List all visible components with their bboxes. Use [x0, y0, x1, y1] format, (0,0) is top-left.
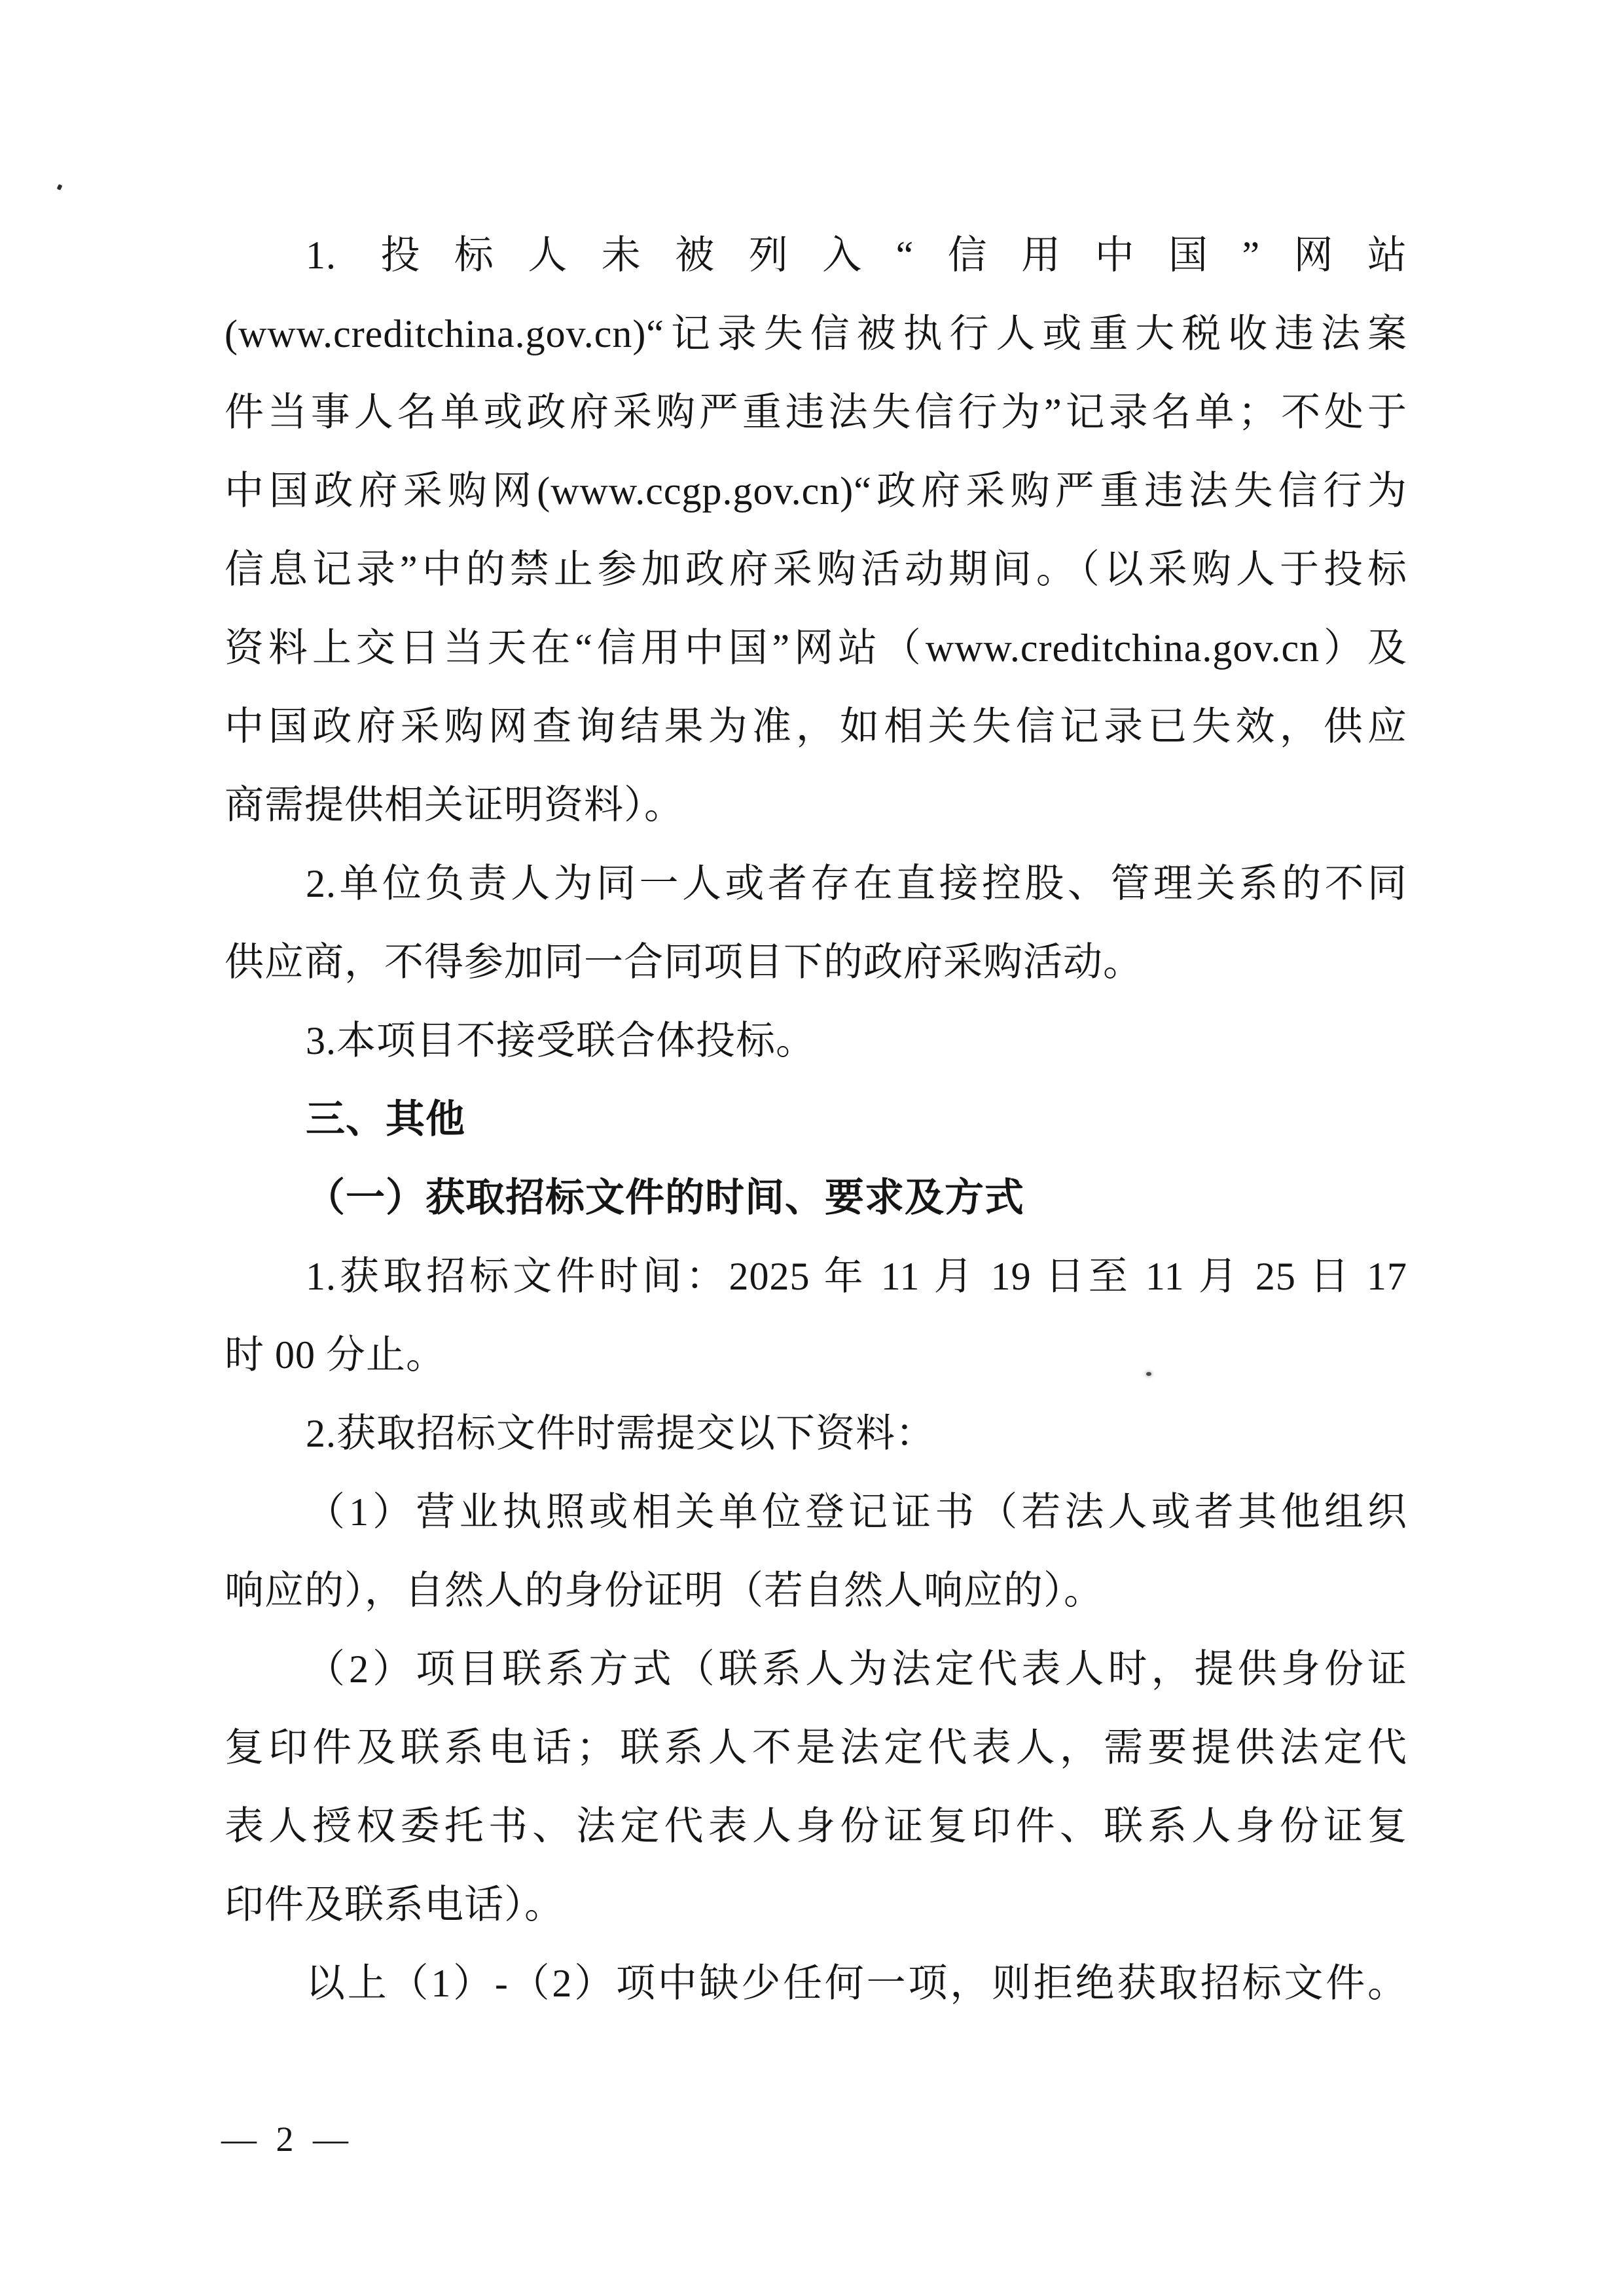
text-line: 1. 投标人未被列入“信用中国”网站 — [306, 234, 1407, 277]
text-line: 以上（1）-（2）项中缺少任何一项，则拒绝获取招标文件。 — [306, 1962, 1407, 2005]
text-line: 中国政府采购网(www.ccgp.gov.cn)“政府采购严重违法失信行为 — [225, 469, 1407, 513]
subsection-heading: （一）获取招标文件的时间、要求及方式 — [306, 1176, 1024, 1219]
text-line: 2.单位负责人为同一人或者存在直接控股、管理关系的不同 — [306, 862, 1407, 905]
scan-speck — [57, 184, 63, 190]
text-line: 中国政府采购网查询结果为准，如相关失信记录已失效，供应 — [225, 705, 1407, 748]
text-line: 时 00 分止。 — [225, 1333, 446, 1377]
text-line: 信息记录”中的禁止参加政府采购活动期间。（以采购人于投标 — [225, 548, 1407, 591]
text-line: (www.creditchina.gov.cn)“记录失信被执行人或重大税收违法案 — [225, 312, 1407, 355]
text-line: 件当事人名单或政府采购严重违法失信行为”记录名单；不处于 — [225, 391, 1407, 434]
section-heading: 三、其他 — [306, 1097, 465, 1141]
page-number: — 2 — — [221, 2120, 353, 2159]
text-line: 复印件及联系电话；联系人不是法定代表人，需要提供法定代 — [225, 1726, 1407, 1769]
document-text-block — [225, 216, 1407, 2023]
text-line: （2）项目联系方式（联系人为法定代表人时，提供身份证 — [306, 1648, 1407, 1691]
text-line: 资料上交日当天在“信用中国”网站（www.creditchina.gov.cn）及 — [225, 626, 1407, 670]
text-line: 2.获取招标文件时需提交以下资料： — [306, 1412, 935, 1455]
text-line: 3.本项目不接受联合体投标。 — [306, 1019, 816, 1062]
text-line: 供应商，不得参加同一合同项目下的政府采购活动。 — [225, 941, 1143, 984]
text-line: 1.获取招标文件时间：2025 年 11 月 19 日至 11 月 25 日 17 — [306, 1255, 1407, 1298]
text-line: （1）营业执照或相关单位登记证书（若法人或者其他组织 — [306, 1490, 1407, 1534]
text-line: 印件及联系电话）。 — [225, 1883, 564, 1926]
text-line: 响应的），自然人的身份证明（若自然人响应的）。 — [225, 1569, 1104, 1612]
text-line: 商需提供相关证明资料）。 — [225, 784, 684, 827]
text-line: 表人授权委托书、法定代表人身份证复印件、联系人身份证复 — [225, 1805, 1407, 1848]
